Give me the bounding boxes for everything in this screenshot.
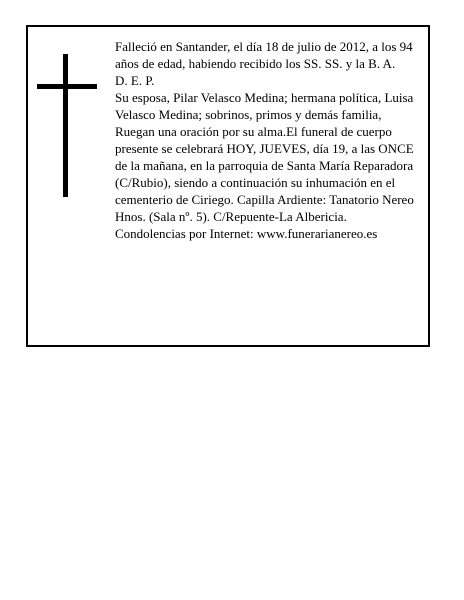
cross-icon — [37, 54, 97, 197]
death-announcement: Falleció en Santander, el día 18 de julio de 2012, a los 94 años de edad, habiendo recibido los SS. SS. y la B. A. — [115, 39, 413, 71]
cross-horizontal-bar — [37, 84, 97, 89]
funeral-details: Ruegan una oración por su alma.El funeral de cuerpo presente se celebrará HOY, JUEVES, día 19, a las ONCE de la mañana, en la parroquia de Santa María Reparadora (C/Rubio), siendo a continuación su inhumación en el cementerio de Ciriego. Capilla Ardiente: Tanatorio Nereo Hnos. (Sala nº. 5). C/Repuente-La Albericia. — [115, 124, 414, 224]
rest-in-peace: D. E. P. — [115, 73, 155, 88]
condolences-line: Condolencias por Internet: www.funerarianereo.es — [115, 226, 378, 241]
obituary-text — [115, 38, 415, 242]
mourners-list: Su esposa, Pilar Velasco Medina; hermana política, Luisa Velasco Medina; sobrinos, primos y demás familia, — [115, 90, 414, 122]
cross-vertical-bar — [63, 54, 68, 197]
